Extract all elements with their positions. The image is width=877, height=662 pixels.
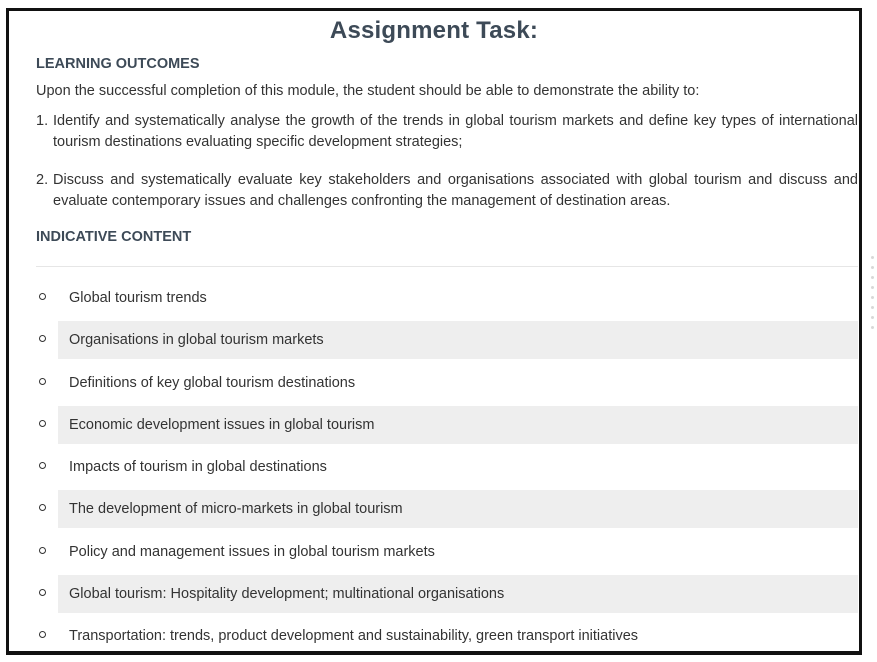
circle-bullet-icon [39,335,46,342]
list-item-text: Transportation: trends, product development and sustainability, green transport initiatives [69,628,639,645]
scroll-dot [871,266,874,269]
scroll-dot [871,276,874,279]
list-item-text: Definitions of key global tourism destinations [69,374,356,391]
circle-bullet-icon [39,589,46,596]
list-item [36,364,858,402]
list-item-text: Global tourism: Hospitality development; multinational organisations [58,575,858,613]
scroll-dot [871,296,874,299]
section-divider [36,266,858,267]
list-item [36,533,858,571]
list-item [36,575,858,613]
circle-bullet-icon [39,420,46,427]
scroll-indicator[interactable] [871,256,875,336]
indicative-content-list [36,279,858,655]
document-frame [6,8,862,655]
outcome-number: 2. [36,172,49,188]
list-item [36,279,858,317]
list-item-text: Organisations in global tourism markets [58,321,858,359]
learning-outcome-item [36,111,858,153]
scroll-dot [871,326,874,329]
learning-outcome-item [36,170,858,212]
list-item-text: Global tourism trends [69,290,207,306]
outcome-number: 1. [36,113,49,129]
circle-bullet-icon [39,293,46,300]
circle-bullet-icon [39,378,46,385]
list-item-text: The development of micro-markets in global tourism [58,490,858,528]
list-item-text: Policy and management issues in global tourism markets [69,543,435,560]
circle-bullet-icon [39,504,46,511]
learning-outcomes-intro: Upon the successful completion of this module, the student should be able to demonstrate the ability to: [36,83,700,99]
scroll-dot [871,306,874,309]
page-title: Assignment Task: [329,17,539,44]
list-item [36,406,858,444]
circle-bullet-icon [39,547,46,554]
circle-bullet-icon [39,631,46,638]
list-item [36,490,858,528]
list-item-text: Economic development issues in global tourism [58,406,858,444]
list-item [36,321,858,359]
learning-outcomes-list [36,111,858,229]
outcome-text: Identify and systematically analyse the growth of the trends in global tourism markets and define key types of international tourism destinations evaluating specific development strategies; [53,113,858,150]
list-item-text: Impacts of tourism in global destinations [69,459,327,476]
indicative-content-heading: INDICATIVE CONTENT [36,229,192,245]
scroll-dot [871,286,874,289]
list-item [36,448,858,486]
learning-outcomes-heading: LEARNING OUTCOMES [36,56,200,72]
scroll-dot [871,256,874,259]
outcome-text: Discuss and systematically evaluate key stakeholders and organisations associated with global tourism and discuss and evaluate contemporary issues and challenges confronting the management of destination areas. [53,172,858,209]
scroll-dot [871,316,874,319]
circle-bullet-icon [39,462,46,469]
list-item [36,617,858,655]
